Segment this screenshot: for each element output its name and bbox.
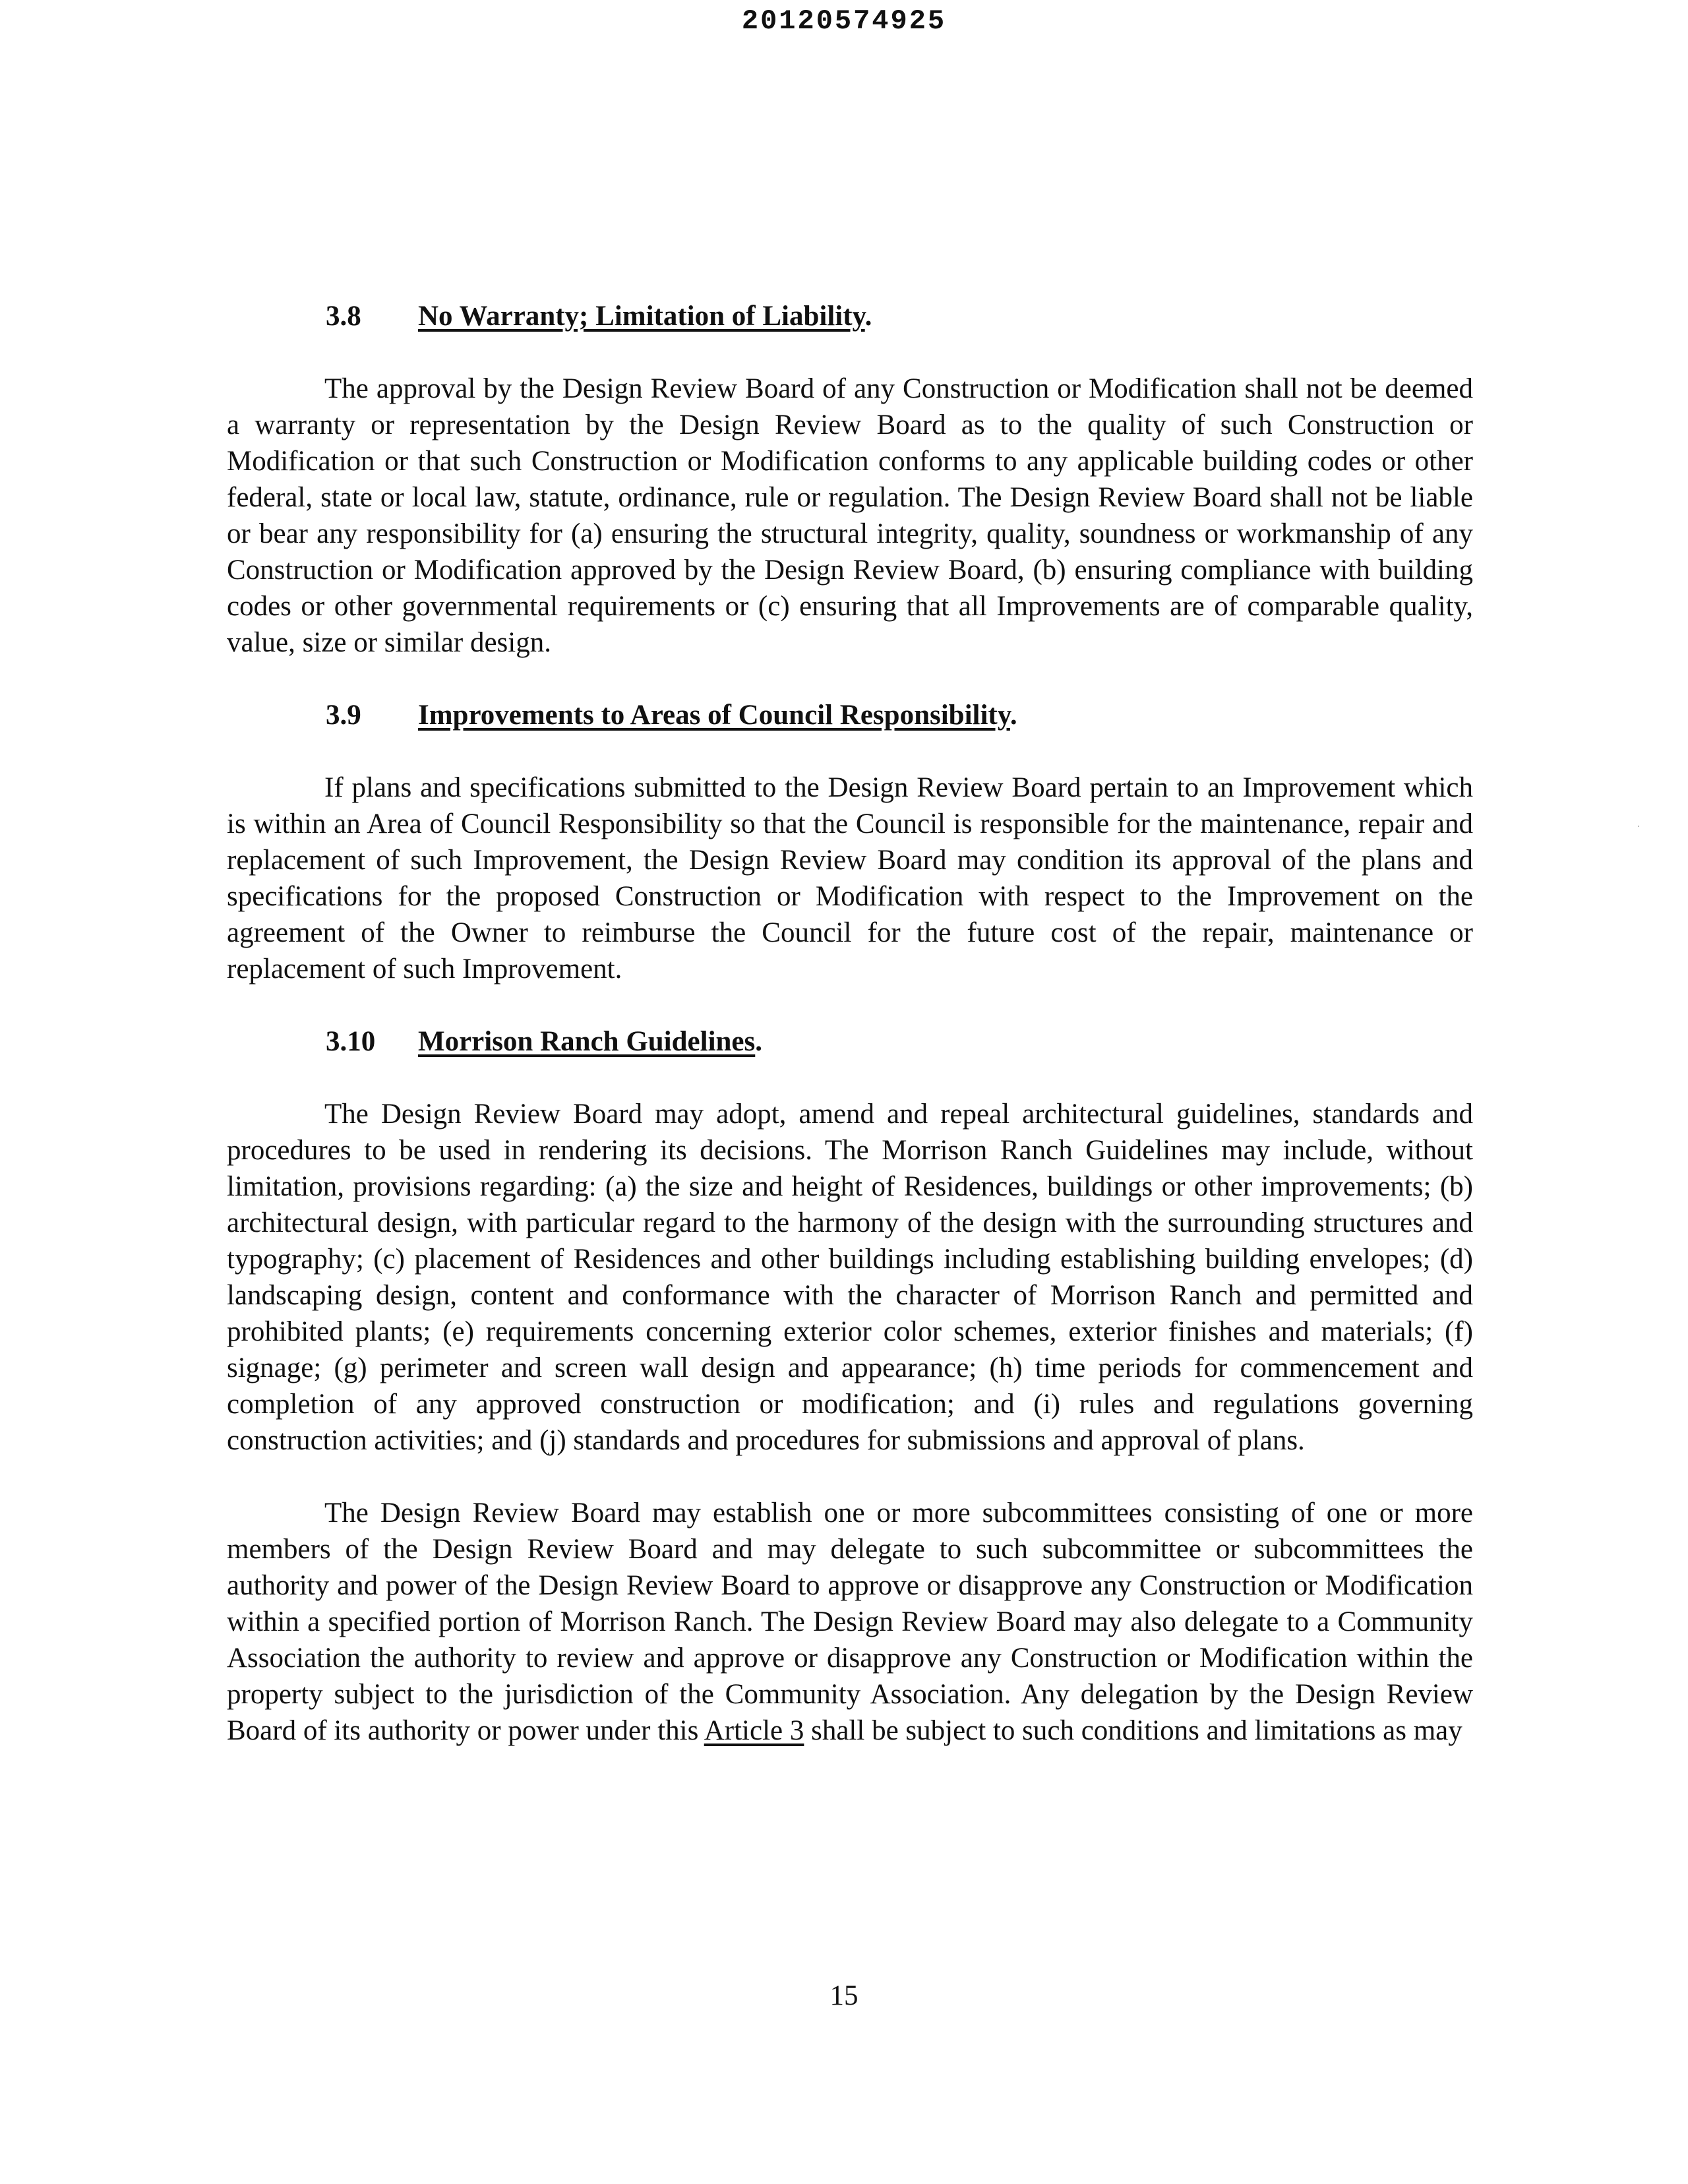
paragraph-text: shall be subject to such conditions and limitations as may [804, 1715, 1462, 1746]
section-number: 3.8 [326, 301, 361, 332]
scan-speck [1638, 826, 1639, 827]
section-title: Morrison Ranch Guidelines [418, 1026, 756, 1057]
article-3-reference: Article 3 [704, 1715, 804, 1746]
section-heading-3-9 [227, 697, 1473, 733]
section-number: 3.9 [326, 700, 361, 731]
section-title-period: . [755, 1026, 763, 1057]
section-title-period: . [864, 301, 872, 332]
document-number: 20120574925 [741, 5, 947, 37]
section-heading-3-8 [227, 298, 1473, 334]
section-title: Improvements to Areas of Council Responsibility [418, 700, 1010, 731]
paragraph-no-warranty: The approval by the Design Review Board of any Construction or Modification shall not be deemed a warranty or representation by the Design Review Board as to the quality of such Construction or Modification or that such Construction or Modification conforms to any applicable building codes or other federal, state or local law, statute, ordinance, rule or regulation. The Design Review Board shall not be liable or bear any responsibility for (a) ensuring the structural integrity, quality, soundness or workmanship of any Construction or Modification approved by the Design Review Board, (b) ensuring compliance with building codes or other governmental requirements or (c) ensuring that all Improvements are of comparable quality, value, size or similar design. [227, 373, 1473, 658]
section-number: 3.10 [326, 1026, 376, 1057]
section-title: No Warranty; Limitation of Liability [418, 301, 865, 332]
section-title-period: . [1010, 700, 1017, 731]
section-heading-3-10 [227, 1023, 1473, 1060]
paragraph-council-responsibility: If plans and specifications submitted to the Design Review Board pertain to an Improvement which is within an Area of Council Responsibility so that the Council is responsible for the maintenance, repair and replacement of such Improvement, the Design Review Board may condition its approval of the plans and specifications for the proposed Construction or Modification with respect to the Improvement on the agreement of the Owner to reimburse the Council for the future cost of the repair, maintenance or replacement of such Improvement. [227, 772, 1473, 985]
paragraph-text: The Design Review Board may establish one or more subcommittees consisting of one or more members of the Design Review Board and may delegate to such subcommittee or subcommittees the authority and power of the Design Review Board to approve or disapprove any Construction or Modification within a specified portion of Morrison Ranch. The Design Review Board may also delegate to a Community Association the authority to review and approve or disapprove any Construction or Modification within the property subject to the jurisdiction of the Community Association. Any delegation by the Design Review Board of its authority or power under this [227, 1498, 1473, 1746]
document-body [227, 298, 1473, 1749]
paragraph-guidelines: The Design Review Board may adopt, amend and repeal architectural guidelines, standards and procedures to be used in rendering its decisions. The Morrison Ranch Guidelines may include, without limitation, provisions regarding: (a) the size and height of Residences, buildings or other improvements; (b) architectural design, with particular regard to the harmony of the design with the surrounding structures and typography; (c) placement of Residences and other buildings including establishing building envelopes; (d) landscaping design, content and conformance with the character of Morrison Ranch and permitted and prohibited plants; (e) requirements concerning exterior color schemes, exterior finishes and materials; (f) signage; (g) perimeter and screen wall design and appearance; (h) time periods for commencement and completion of any approved construction or modification; and (i) rules and regulations governing construction activities; and (j) standards and procedures for submissions and approval of plans. [227, 1099, 1473, 1456]
paragraph-subcommittees [227, 1495, 1473, 1749]
page-number: 15 [829, 1980, 859, 2011]
